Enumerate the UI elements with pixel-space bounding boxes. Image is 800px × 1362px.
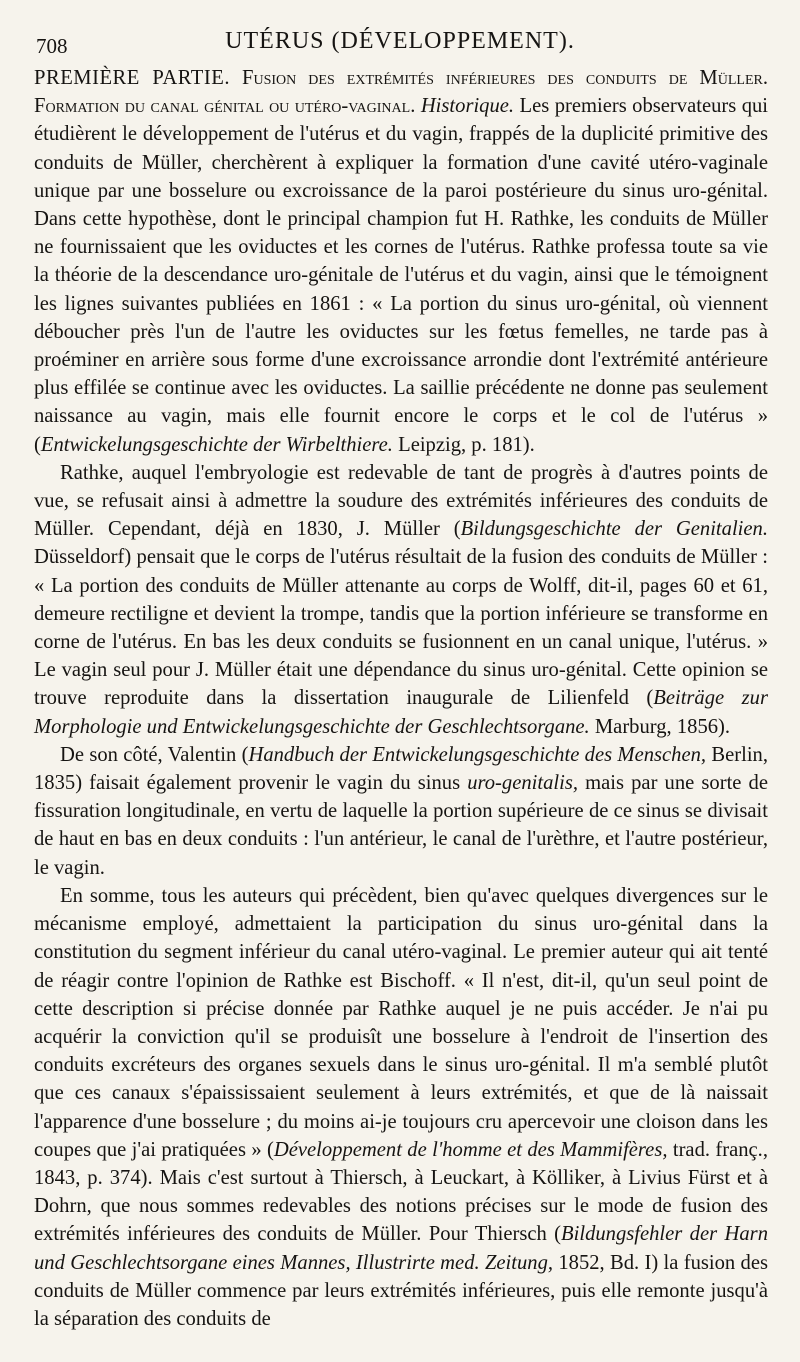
paragraph-2-text-a: Rathke, auquel l'embryologie est redevable de tant de progrès à d'autres points de vue, se refusait ainsi à admettre la soudure des extrémités inférieures des conduits de Müller. Cependant, déjà en 1830, J. Müller ( [34, 461, 768, 541]
part-label: PREMIÈRE PARTIE. [34, 67, 230, 89]
paragraph-1-text-a: Les premiers observateurs qui étudièrent le développement de l'utérus et du vagin, frappés de la duplicité primitive des conduits de Müller, cherchèrent à expliquer la formation d'une cavité utéro-vaginale unique par une bosselure ou excroissance de la paroi postérieure du sinus uro-génital. Dans cette hypothèse, dont le principal champion fut H. Rathke, les conduits de Müller ne fournissaient que les oviductes et les cornes de l'utérus. Rathke professa toute sa vie la théorie de la descendance uro-génitale de l'utérus et du vagin, ainsi que le témoignent les lignes suivantes publiées en 1861 : « La portion du sinus uro-génital, où viennent déboucher près l'un de l'autre les oviductes sur les fœtus femelles, ne tarde pas à proéminer en arrière sous forme d'une excroissance arrondie dont l'extrémité antérieure plus effilée se continue avec les oviductes. La saillie précédente ne donne pas seulement naissance au vagin, mais elle fournit encore le corps et le col de l'utérus » ( [34, 95, 769, 456]
paragraph-4 [34, 882, 768, 1333]
paragraph-1-citation: Entwickelungsgeschichte der Wirbelthiere. [40, 433, 393, 456]
paragraph-2-text-b: Düsseldorf) pensait que le corps de l'utérus résultait de la fusion des conduits de Müller : « La portion des conduits de Müller attenante au corps de Wolff, dit-il, pages 60 et 61, demeure rectiligne et devient la trompe, tandis que la portion inférieure se transforme en corne de l'utérus. En bas les deux conduits se fusionnent en un canal unique, l'utérus. » Le vagin seul pour J. Müller était une dépendance du sinus uro-génital. Cette opinion se trouve reproduite dans la dissertation inaugurale de Lilienfeld ( [34, 546, 768, 710]
running-title: UTÉRUS (DÉVELOPPEMENT). [225, 28, 575, 54]
paragraph-4-citation-2: Bildungsfehler der Harn und Geschlechtsorgane eines Mannes, Illustrirte med. Zeitung, [34, 1223, 768, 1274]
body-text [34, 64, 768, 1333]
paragraph-3 [34, 741, 768, 882]
page-number: 708 [36, 34, 68, 58]
paragraph-3-text-b: Berlin, 1835) faisait également provenir le vagin du sinus [34, 743, 769, 795]
section-heading: Fusion des extrémités inférieures des conduits de Müller. Formation du canal génital ou utéro-vaginal. [34, 67, 768, 118]
section-subheading: Historique. [420, 95, 515, 118]
paragraph-1 [34, 64, 768, 459]
paragraph-3-citation: Handbuch der Entwickelungsgeschichte des Menschen, [248, 743, 707, 766]
paragraph-2-text-c: Marburg, 1856). [589, 715, 731, 738]
paragraph-4-citation-1: Développement de l'homme et des Mammifères, [273, 1138, 668, 1161]
paragraph-4-text-b: trad. franç., 1843, p. 374). Mais c'est surtout à Thiersch, à Leuckart, à Kölliker, à Livius Fürst et à Dohrn, que nous sommes redevables des notions précises sur le mode de fusion des extrémités inférieures des conduits de Müller. Pour Thiersch ( [34, 1138, 768, 1246]
paragraph-2-citation-1: Bildungsgeschichte der Genitalien. [460, 518, 768, 541]
paragraph-2 [34, 459, 768, 741]
paragraph-3-text-a: De son côté, Valentin ( [60, 743, 249, 766]
paragraph-3-text-c: mais par une sorte de fissuration longitudinale, en vertu de laquelle la portion supérieure de ce sinus se divisait de haut en bas en deux conduits : l'un antérieur, le canal de l'urèthre, et l'autre postérieur, le vagin. [34, 772, 768, 879]
running-head [34, 28, 766, 62]
paragraph-1-text-b: Leipzig, p. 181). [392, 433, 535, 456]
paragraph-3-term: uro-genitalis, [467, 772, 579, 795]
paragraph-4-text-c: 1852, Bd. I) la fusion des conduits de Müller commence par leurs extrémités inférieures, puis elle remonte jusqu'à la séparation des conduits de [34, 1251, 768, 1330]
paragraph-2-citation-2: Beiträge zur Morphologie und Entwickelungsgeschichte der Geschlechtsorgane. [34, 687, 768, 738]
paragraph-4-text-a: En somme, tous les auteurs qui précèdent, bien qu'avec quelques divergences sur le mécanisme employé, admettaient la participation du sinus uro-génital dans la constitution du segment inférieur du canal utéro-vaginal. Le premier auteur qui ait tenté de réagir contre l'opinion de Rathke est Bischoff. « Il n'est, dit-il, qu'un seul point de cette description si précise donnée par Rathke auquel je ne puis accéder. Je n'ai pu acquérir la conviction qu'il se produisît une bosselure à l'endroit de l'insertion des conduits excréteurs des organes sexuels dans le sinus uro-génital. Il m'a semblé plutôt que ces canaux s'épaississaient seulement à leurs extrémités, et que de là naissait l'apparence d'une bosselure ; du moins ai-je toujours cru apercevoir une cloison dans les coupes que j'ai pratiquées » ( [34, 884, 768, 1161]
